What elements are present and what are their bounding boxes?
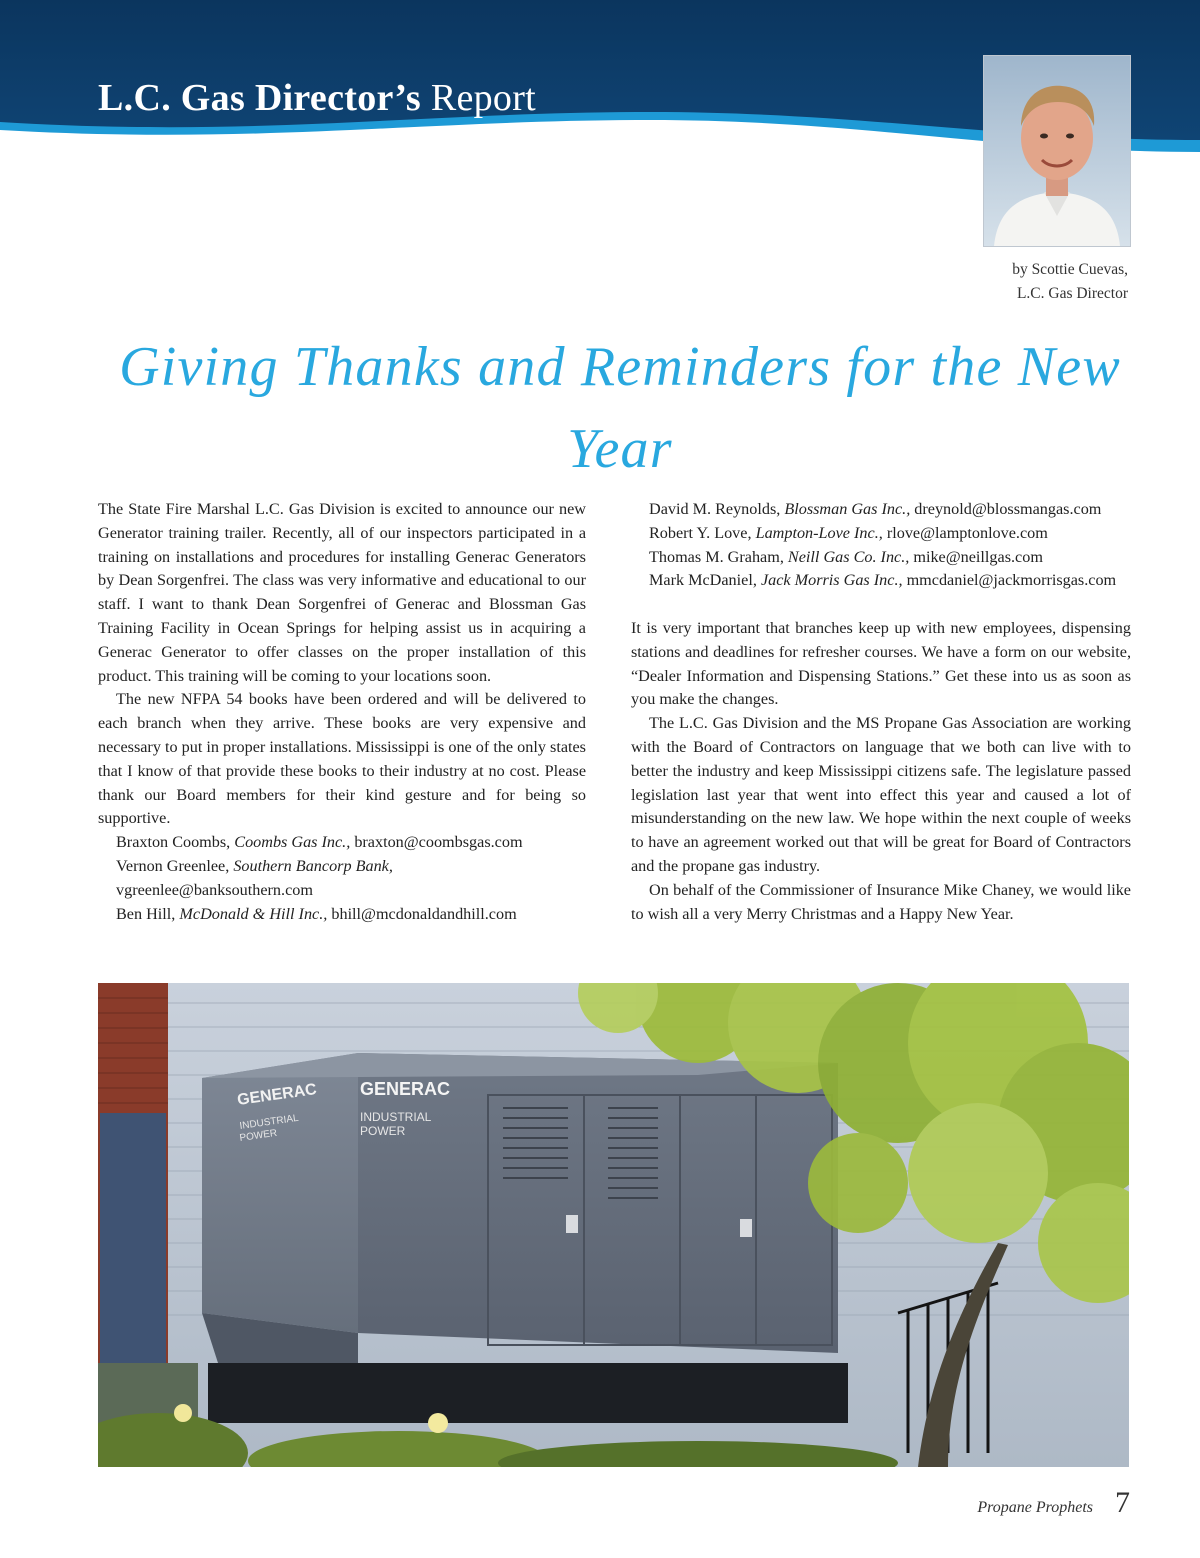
contact-line: [631, 522, 1131, 546]
contact-company: Jack Morris Gas Inc.,: [760, 571, 903, 590]
left-column: [98, 498, 586, 926]
contact-line: [631, 546, 1131, 570]
photo-sub2-side: POWER: [238, 1127, 278, 1144]
page-number: 7: [1115, 1486, 1130, 1519]
contact-name: Ben Hill,: [116, 904, 176, 923]
contact-name: Robert Y. Love,: [649, 523, 752, 542]
contact-company: Blossman Gas Inc.,: [784, 500, 911, 518]
contact-line: [631, 569, 1131, 593]
contact-name: Thomas M. Graham,: [649, 547, 784, 566]
section-title: [98, 76, 536, 120]
contact-email: mmcdaniel@jackmorrisgas.com: [906, 571, 1117, 590]
contact-company: Neill Gas Co. Inc.,: [787, 547, 910, 566]
byline-author: by Scottie Cuevas,: [1012, 261, 1128, 278]
contact-email: vgreenlee@banksouthern.com: [116, 880, 313, 899]
contact-company: Coombs Gas Inc.,: [234, 833, 351, 852]
contact-email: braxton@coombsgas.com: [354, 833, 523, 852]
photo-brand-side: GENERAC: [236, 1080, 318, 1109]
photo-sub2-front: POWER: [360, 1124, 406, 1138]
photo-sub1-side: INDUSTRIAL: [238, 1112, 300, 1132]
contact-email: dreynold@blossmangas.com: [914, 500, 1102, 518]
byline-role: L.C. Gas Director: [1016, 285, 1128, 302]
right-column: [631, 498, 1131, 926]
photo-sub1-front: INDUSTRIAL: [360, 1110, 432, 1124]
contact-name: Mark McDaniel,: [649, 571, 757, 590]
section-title-light: Report: [430, 77, 537, 119]
contact-line: [98, 831, 586, 855]
section-title-bold: L.C. Gas Director’s: [98, 77, 421, 119]
paragraph: The State Fire Marshal L.C. Gas Division is excited to announce our new Generator training trailer. Recently, all of our inspectors participated in a training on installations and procedures for installing Generac Generators by Dean Sorgenfrei. The class was very informative and educational to our staff. I want to thank Dean Sorgenfrei of Generac and Blossman Gas Training Facility in Ocean Springs for helping assist us in acquiring a Generac Generator to offer classes on the proper installation of this product. This training will be coming to your locations soon.: [98, 500, 586, 685]
spacer: [631, 593, 1131, 617]
contact-line: [98, 855, 586, 903]
contact-email: rlove@lamptonlove.com: [886, 523, 1048, 542]
publication-name: Propane Prophets: [977, 1499, 1093, 1516]
contact-email: bhill@mcdonaldandhill.com: [331, 904, 517, 923]
author-portrait: [983, 55, 1131, 247]
generator-photo: [98, 983, 1129, 1467]
contact-name: Vernon Greenlee,: [116, 856, 230, 875]
paragraph: On behalf of the Commissioner of Insurance Mike Chaney, we would like to wish all a very Merry Christmas and a Happy New Year.: [631, 880, 1131, 923]
paragraph: The new NFPA 54 books have been ordered and will be delivered to each branch when they arrive. These books are very expensive and necessary to put in proper installations. Mississippi is one of the only states that I know of that provide these books to their industry at no cost. Please thank our Board members for their kind gesture and for being so supportive.: [98, 690, 586, 828]
paragraph: The L.C. Gas Division and the MS Propane Gas Association are working with the Board of Contractors on language that we both can live with to better the industry and keep Mississippi citizens safe. The legislature passed legislation last year that went into effect this year and caused a lot of misunderstanding on the new law. We hope within the next couple of weeks to have an agreement worked out that will be great for Board of Contractors and the propane gas industry.: [631, 714, 1131, 875]
contact-line: [631, 498, 1131, 522]
contact-company: Lampton-Love Inc.,: [755, 523, 883, 542]
contact-email: mike@neillgas.com: [913, 547, 1043, 566]
paragraph: It is very important that branches keep up with new employees, dispensing stations and deadlines for refresher courses. We have a form on our website, “Dealer Information and Dispensing Stations.” Get these into us as soon as you make the changes.: [631, 618, 1131, 709]
contact-name: Braxton Coombs,: [116, 833, 231, 852]
byline: [900, 258, 1128, 306]
article-headline: Giving Thanks and Reminders for the New Year: [119, 336, 1121, 480]
contact-line: [98, 903, 586, 927]
contact-company: McDonald & Hill Inc.,: [179, 904, 328, 923]
photo-brand-front: GENERAC: [360, 1079, 451, 1099]
contact-name: David M. Reynolds,: [649, 500, 781, 518]
page-footer: [977, 1486, 1130, 1520]
contact-company: Southern Bancorp Bank,: [233, 856, 393, 875]
